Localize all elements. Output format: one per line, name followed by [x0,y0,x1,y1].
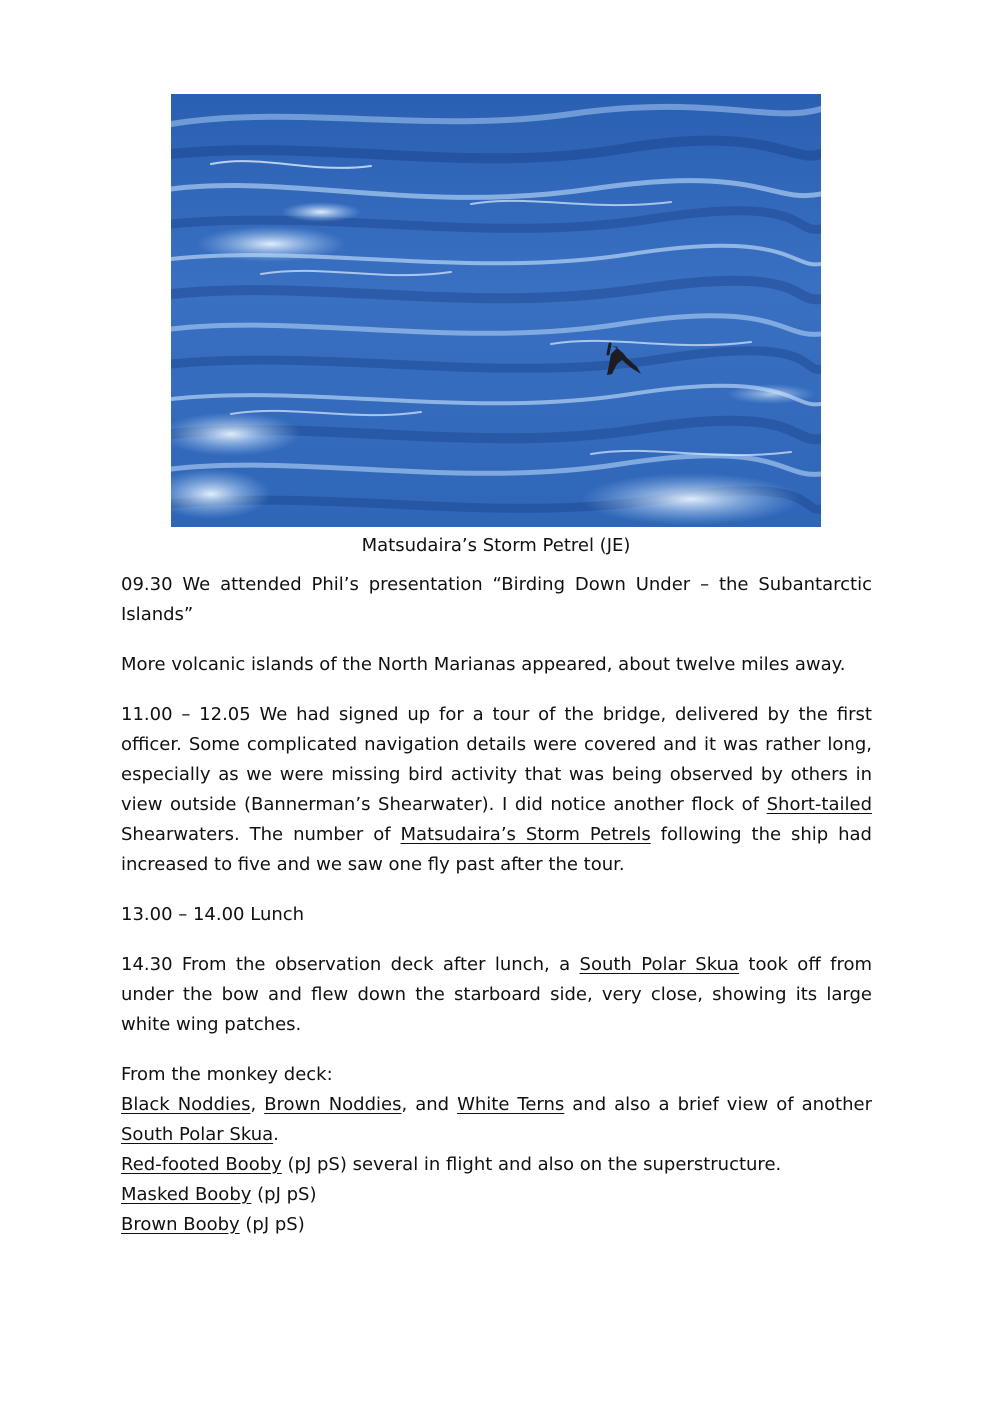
text-segment: (pJ pS) [251,1184,317,1205]
text-segment: took off from under the bow and flew down the starboard side, very close, showing its large white wing patches. [121,954,872,1035]
species-link-white-terns: White Terns [457,1094,565,1115]
species-link-brown-noddies: Brown Noddies [264,1094,402,1115]
monkey-deck-line-3 [121,1180,872,1210]
paragraph-lunch: 13.00 – 14.00 Lunch [121,904,305,925]
sea-photo-image [171,94,821,527]
text-segment: 14.30 From the observation deck after lunch, a [121,954,580,975]
text-segment: . [273,1124,279,1145]
sea-photo [171,94,821,527]
species-link-matsudaira: Matsudaira’s Storm Petrels [400,824,651,845]
species-link-short-tailed: Short-tailed [766,794,872,815]
text-segment: Shearwaters. The number of [121,824,401,845]
paragraph-bridge-tour [121,700,872,880]
text-segment: following the ship had increased to five and we saw one fly past after the tour. [121,824,872,875]
photo-caption: Matsudaira’s Storm Petrel (JE) [361,535,631,556]
text-segment: 11.00 – 12.05 We had signed up for a tour of the bridge, delivered by the first officer. Some complicated navigation details were covered and it was rather long, especially as we were missing bird activity that was being observed by others in view outside (Bannerman’s Shearwater). I did notice another flock of [121,704,872,815]
paragraph-volcanic-islands: More volcanic islands of the North Marianas appeared, about twelve miles away. [121,654,846,675]
species-link-red-footed-booby: Red-footed Booby [121,1154,282,1175]
text-segment: (pJ pS) [239,1214,305,1235]
paragraph-skua [121,950,872,1040]
species-link-south-polar-skua: South Polar Skua [579,954,740,975]
text-segment: , [250,1094,265,1115]
text-segment: , and [401,1094,458,1115]
paragraph-monkey-deck [121,1060,872,1240]
monkey-deck-line-1 [121,1090,872,1150]
text-segment: and also a brief view of another [564,1094,872,1115]
monkey-deck-intro: From the monkey deck: [121,1064,333,1085]
paragraph-presentation: 09.30 We attended Phil’s presentation “Birding Down Under – the Subantarctic Islands” [121,574,872,625]
species-link-masked-booby: Masked Booby [121,1184,252,1205]
species-link-brown-booby: Brown Booby [121,1214,240,1235]
report-body [121,570,872,1240]
species-link-black-noddies: Black Noddies [121,1094,251,1115]
monkey-deck-line-4 [121,1210,872,1240]
monkey-deck-line-2 [121,1150,872,1180]
text-segment: (pJ pS) several in flight and also on the superstructure. [281,1154,782,1175]
species-link-south-polar-skua-2: South Polar Skua [121,1124,274,1145]
